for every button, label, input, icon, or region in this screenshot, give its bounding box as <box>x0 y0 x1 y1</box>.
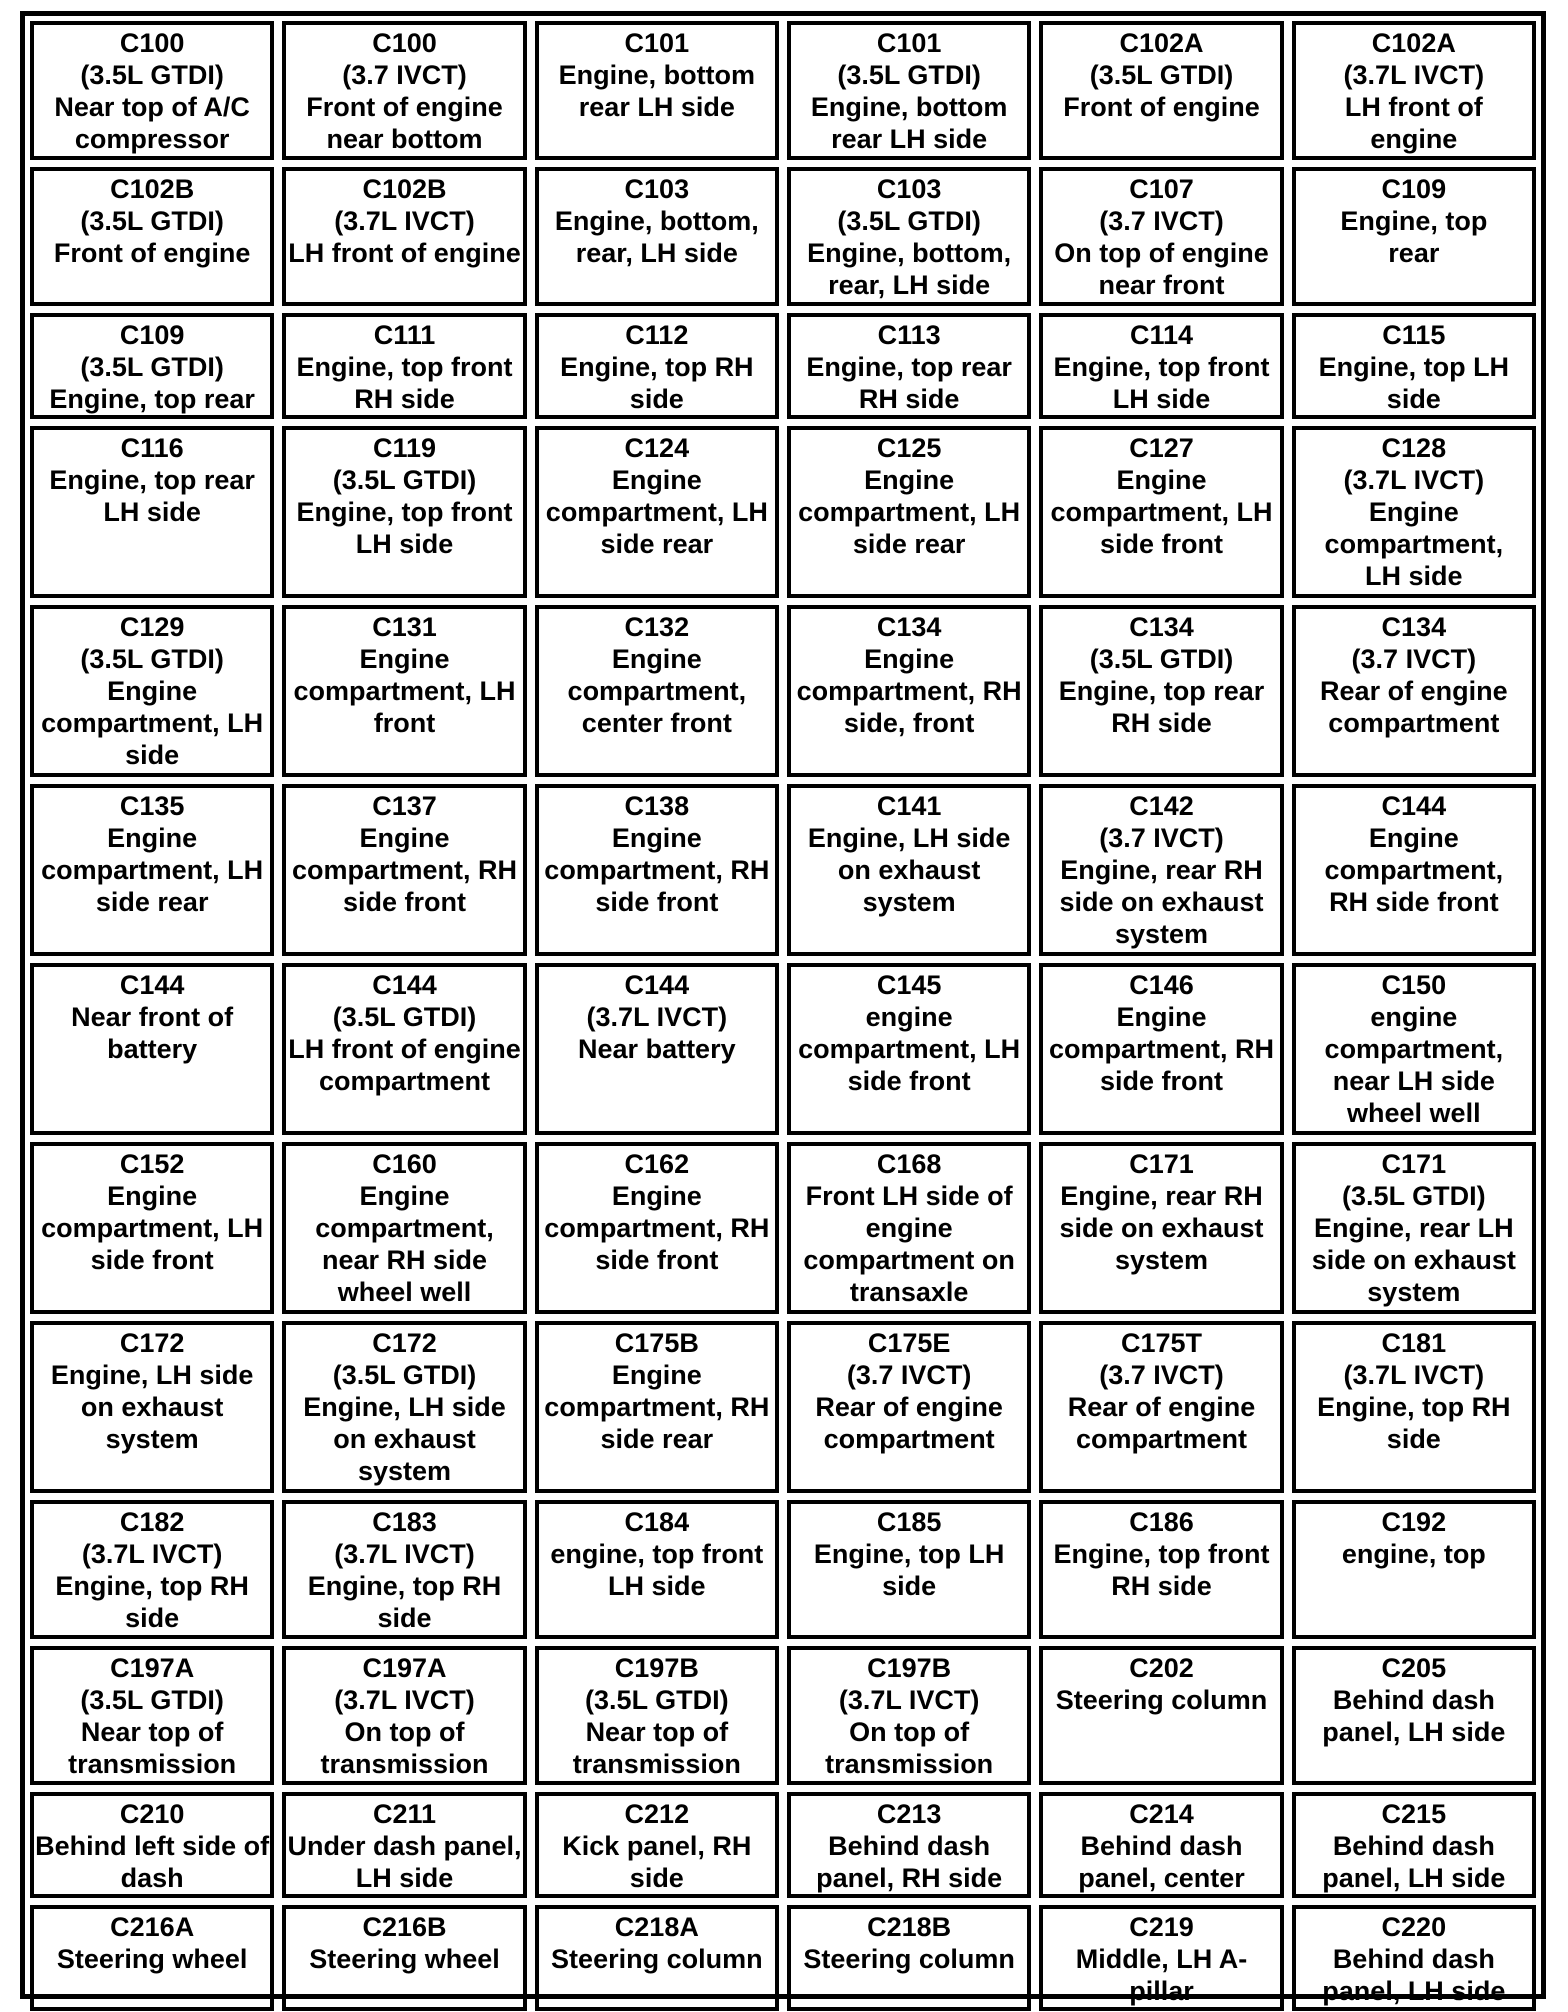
connector-cell: C152 Engine compartment, LH side front <box>30 1142 274 1314</box>
connector-cell: C192 engine, top <box>1292 1500 1536 1639</box>
connector-cell: C150 engine compartment, near LH side wheel well <box>1292 963 1536 1135</box>
connector-cell: C124 Engine compartment, LH side rear <box>535 426 779 598</box>
connector-cell: C172 (3.5L GTDI) Engine, LH side on exhaust system <box>282 1321 526 1493</box>
connector-cell: C100 (3.7 IVCT) Front of engine near bottom <box>282 21 526 160</box>
connector-cell: C202 Steering column <box>1039 1646 1283 1785</box>
connector-cell: C210 Behind left side of dash <box>30 1792 274 1898</box>
connector-cell: C197A (3.7L IVCT) On top of transmission <box>282 1646 526 1785</box>
connector-cell: C142 (3.7 IVCT) Engine, rear RH side on exhaust system <box>1039 784 1283 956</box>
connector-cell: C103 (3.5L GTDI) Engine, bottom, rear, LH side <box>787 167 1031 306</box>
connector-cell: C111 Engine, top front RH side <box>282 313 526 419</box>
connector-cell: C175E (3.7 IVCT) Rear of engine compartment <box>787 1321 1031 1493</box>
connector-cell: C112 Engine, top RH side <box>535 313 779 419</box>
connector-cell: C116 Engine, top rear LH side <box>30 426 274 598</box>
connector-cell: C101 (3.5L GTDI) Engine, bottom rear LH side <box>787 21 1031 160</box>
connector-cell: C215 Behind dash panel, LH side <box>1292 1792 1536 1898</box>
connector-cell: C128 (3.7L IVCT) Engine compartment, LH side <box>1292 426 1536 598</box>
connector-cell: C125 Engine compartment, LH side rear <box>787 426 1031 598</box>
connector-cell: C134 (3.5L GTDI) Engine, top rear RH side <box>1039 605 1283 777</box>
connector-cell: C212 Kick panel, RH side <box>535 1792 779 1898</box>
connector-cell: C138 Engine compartment, RH side front <box>535 784 779 956</box>
connector-cell: C102B (3.7L IVCT) LH front of engine <box>282 167 526 306</box>
connector-cell: C145 engine compartment, LH side front <box>787 963 1031 1135</box>
connector-cell: C197A (3.5L GTDI) Near top of transmission <box>30 1646 274 1785</box>
connector-cell: C109 (3.5L GTDI) Engine, top rear <box>30 313 274 419</box>
connector-cell: C144 (3.5L GTDI) LH front of engine compartment <box>282 963 526 1135</box>
connector-cell: C162 Engine compartment, RH side front <box>535 1142 779 1314</box>
connector-cell: C218A Steering column <box>535 1905 779 2011</box>
connector-cell: C205 Behind dash panel, LH side <box>1292 1646 1536 1785</box>
connector-cell: C102A (3.5L GTDI) Front of engine <box>1039 21 1283 160</box>
connector-cell: C186 Engine, top front RH side <box>1039 1500 1283 1639</box>
connector-cell: C131 Engine compartment, LH front <box>282 605 526 777</box>
connector-cell: C101 Engine, bottom rear LH side <box>535 21 779 160</box>
connector-cell: C185 Engine, top LH side <box>787 1500 1031 1639</box>
connector-cell: C114 Engine, top front LH side <box>1039 313 1283 419</box>
connector-cell: C218B Steering column <box>787 1905 1031 2011</box>
connector-cell: C107 (3.7 IVCT) On top of engine near front <box>1039 167 1283 306</box>
connector-cell: C134 Engine compartment, RH side, front <box>787 605 1031 777</box>
connector-cell: C132 Engine compartment, center front <box>535 605 779 777</box>
connector-cell: C197B (3.5L GTDI) Near top of transmission <box>535 1646 779 1785</box>
connector-cell: C220 Behind dash panel, LH side <box>1292 1905 1536 2011</box>
connector-cell: C197B (3.7L IVCT) On top of transmission <box>787 1646 1031 1785</box>
connector-cell: C102A (3.7L IVCT) LH front of engine <box>1292 21 1536 160</box>
connector-cell: C137 Engine compartment, RH side front <box>282 784 526 956</box>
connector-cell: C168 Front LH side of engine compartment on transaxle <box>787 1142 1031 1314</box>
connector-cell: C216B Steering wheel <box>282 1905 526 2011</box>
connector-cell: C182 (3.7L IVCT) Engine, top RH side <box>30 1500 274 1639</box>
connector-cell: C144 Engine compartment, RH side front <box>1292 784 1536 956</box>
connector-cell: C172 Engine, LH side on exhaust system <box>30 1321 274 1493</box>
connector-cell: C219 Middle, LH A- pillar <box>1039 1905 1283 2011</box>
connector-cell: C102B (3.5L GTDI) Front of engine <box>30 167 274 306</box>
connector-cell: C181 (3.7L IVCT) Engine, top RH side <box>1292 1321 1536 1493</box>
connector-cell: C119 (3.5L GTDI) Engine, top front LH side <box>282 426 526 598</box>
connector-cell: C129 (3.5L GTDI) Engine compartment, LH side <box>30 605 274 777</box>
connector-cell: C109 Engine, top rear <box>1292 167 1536 306</box>
connector-cell: C175B Engine compartment, RH side rear <box>535 1321 779 1493</box>
connector-location-table <box>20 11 1546 2006</box>
connector-cell: C183 (3.7L IVCT) Engine, top RH side <box>282 1500 526 1639</box>
connector-cell: C141 Engine, LH side on exhaust system <box>787 784 1031 956</box>
connector-cell: C184 engine, top front LH side <box>535 1500 779 1639</box>
connector-cell: C144 Near front of battery <box>30 963 274 1135</box>
connector-cell: C146 Engine compartment, RH side front <box>1039 963 1283 1135</box>
connector-cell: C144 (3.7L IVCT) Near battery <box>535 963 779 1135</box>
connector-cell: C127 Engine compartment, LH side front <box>1039 426 1283 598</box>
connector-cell: C115 Engine, top LH side <box>1292 313 1536 419</box>
connector-cell: C214 Behind dash panel, center <box>1039 1792 1283 1898</box>
connector-cell: C213 Behind dash panel, RH side <box>787 1792 1031 1898</box>
connector-cell: C171 Engine, rear RH side on exhaust system <box>1039 1142 1283 1314</box>
connector-cell: C135 Engine compartment, LH side rear <box>30 784 274 956</box>
connector-cell: C100 (3.5L GTDI) Near top of A/C compressor <box>30 21 274 160</box>
connector-cell: C211 Under dash panel, LH side <box>282 1792 526 1898</box>
connector-cell: C160 Engine compartment, near RH side wheel well <box>282 1142 526 1314</box>
connector-cell: C175T (3.7 IVCT) Rear of engine compartment <box>1039 1321 1283 1493</box>
connector-cell: C134 (3.7 IVCT) Rear of engine compartment <box>1292 605 1536 777</box>
connector-cell: C171 (3.5L GTDI) Engine, rear LH side on exhaust system <box>1292 1142 1536 1314</box>
connector-cell: C216A Steering wheel <box>30 1905 274 2011</box>
connector-cell: C113 Engine, top rear RH side <box>787 313 1031 419</box>
connector-cell: C103 Engine, bottom, rear, LH side <box>535 167 779 306</box>
